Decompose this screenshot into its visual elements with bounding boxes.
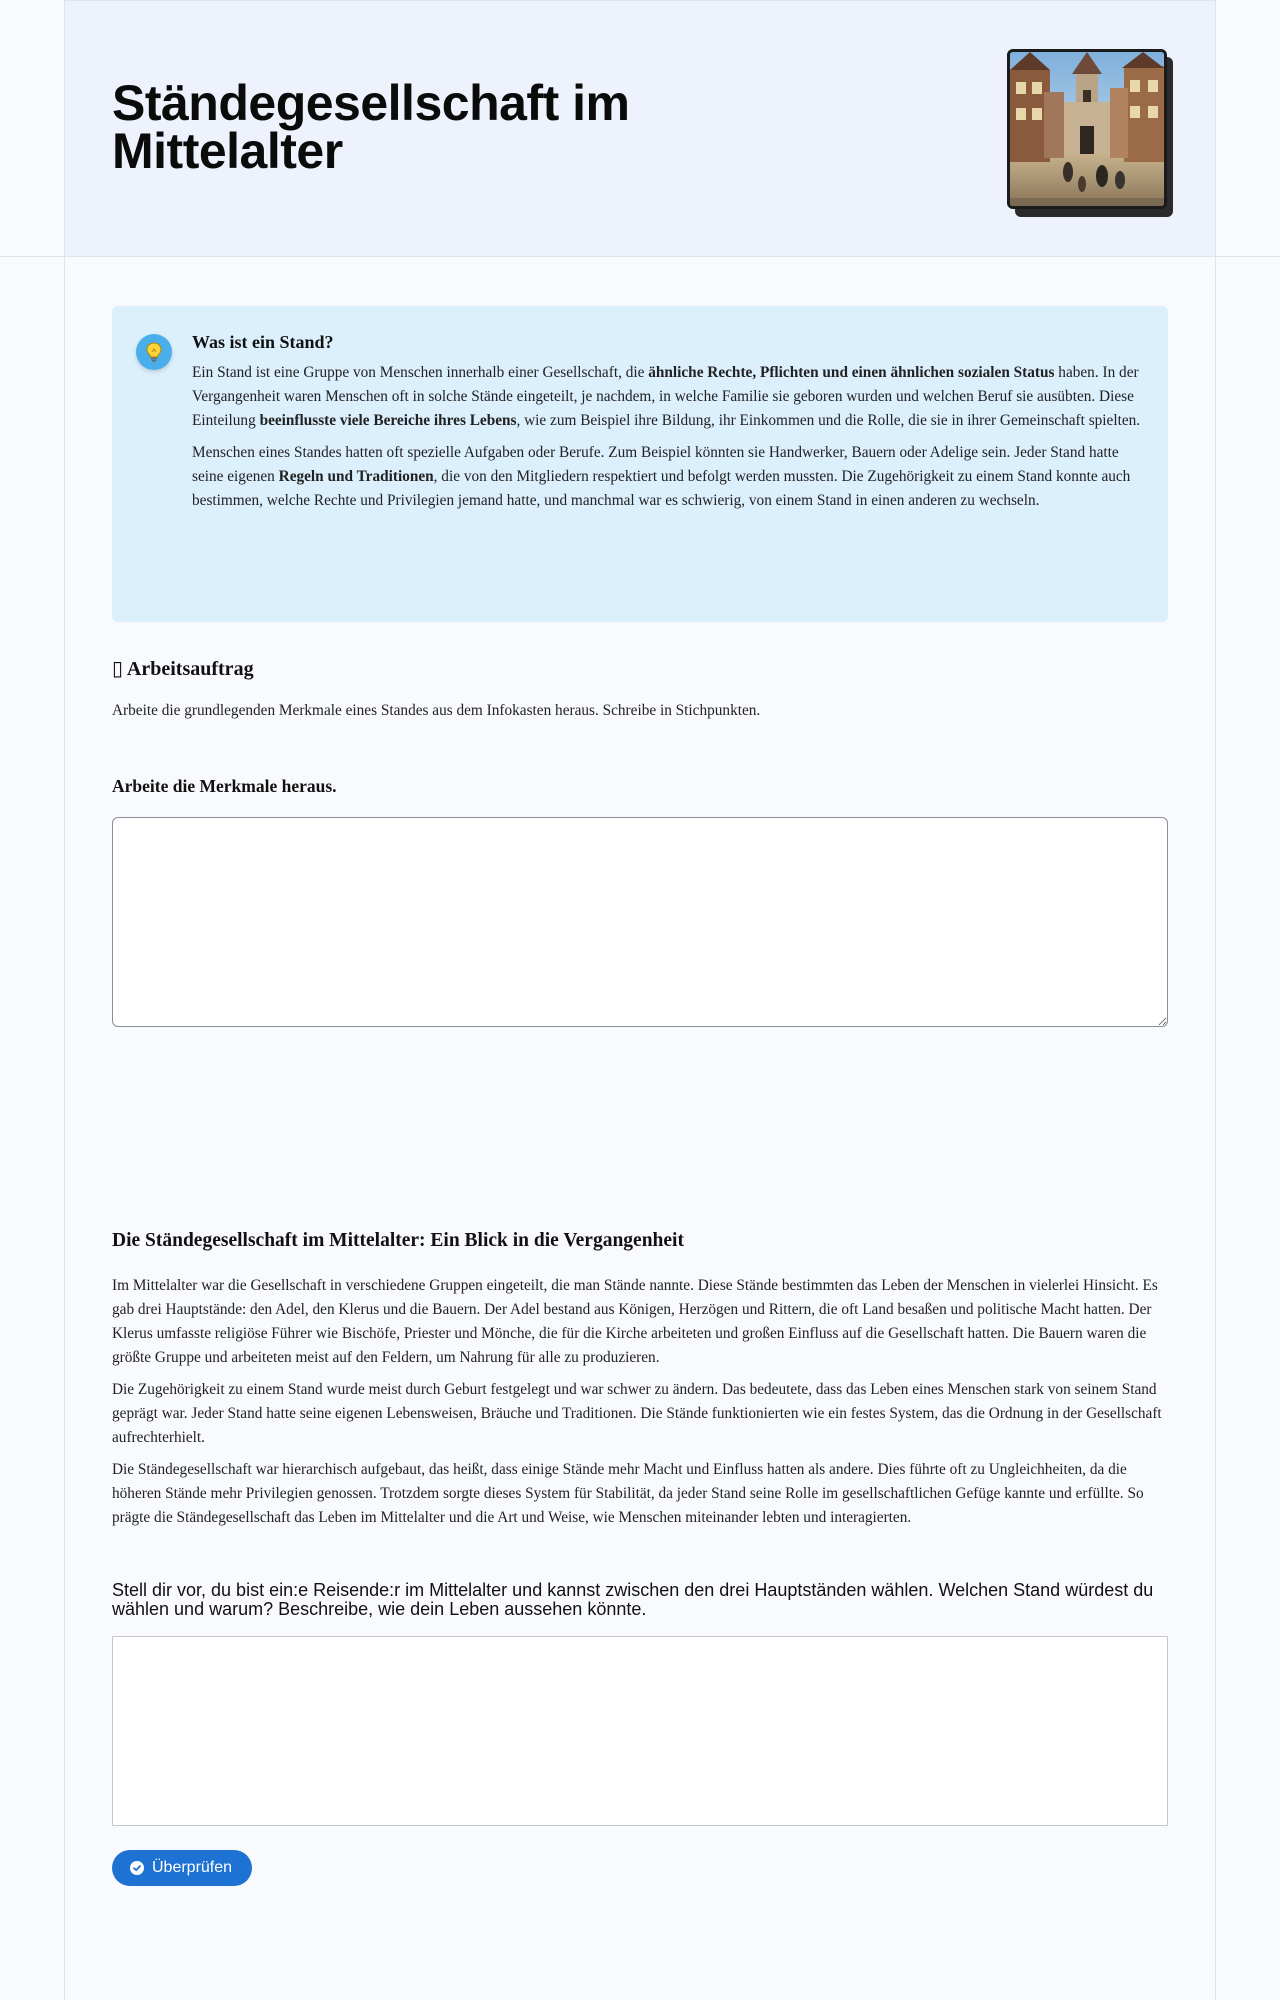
info-body [192,332,1142,521]
right-guide-line [1215,0,1216,2000]
info-p1-bold-b: ähnliche Rechte, Pflichten und einen ähnlichen sozialen Status [648,364,1055,381]
info-paragraph-2 [192,441,1142,513]
check-button-label: Überprüfen [152,1859,233,1876]
info-paragraph-1 [192,361,1142,433]
question-1-label: Arbeite die Merkmale heraus. [112,776,337,796]
info-p1-bold-d: beeinflusste viele Bereiche ihres Lebens [259,412,517,429]
answer-2-textarea[interactable] [112,1636,1168,1826]
question-2-label: Stell dir vor, du bist ein:e Reisende:r im Mittelalter und kannst zwischen den drei Hauptständen wählen. Welchen Stand würdest du wählen und warum? Beschreibe, wie dein Leben aussehen könnte. [112,1580,1154,1619]
section-2-body [112,1274,1168,1538]
hero-image-frame [1007,49,1173,219]
medieval-town-illustration-icon [1010,52,1164,206]
section-2-title: Die Ständegesellschaft im Mittelalter: Ein Blick in die Vergangenheit [112,1230,684,1251]
section-2-paragraph-1: Im Mittelalter war die Gesellschaft in verschiedene Gruppen eingeteilt, die man Stände nannte. Diese Stände bestimmten das Leben der Menschen in vielerlei Hinsicht. Es gab drei Hauptstände: den Adel, den Klerus und die Bauern. Der Adel bestand aus Königen, Herzögen und Rittern, die oft Land besaßen und politische Macht hatten. Der Klerus umfasste religiöse Führer wie Bischöfe, Priester und Mönche, die für die Kirche arbeiteten und großen Einfluss auf die Gesellschaft hatten. Die Bauern waren die größte Gruppe und arbeiteten meist auf den Feldern, um Nahrung für alle zu produzieren. [112,1277,1158,1366]
task-icon: ▯ [112,658,124,680]
info-box [112,306,1168,622]
page-title: Ständegesellschaft im Mittelalter [112,75,630,179]
task-title [112,656,254,681]
info-p2-bold-b: Regeln und Traditionen [278,468,434,485]
info-p2-text-a: Menschen eines Standes hatten oft spezielle Aufgaben oder Berufe. Zum Beispiel könnten sie Handwerker, Bauern oder Adelige sein. Jeder Stand hatte seine eigenen [192,444,1119,485]
left-guide-line [64,0,65,2000]
check-circle-icon [130,1861,144,1875]
answer-1-textarea[interactable] [112,817,1168,1027]
lightbulb-icon [136,334,172,370]
check-mark-icon [132,1863,142,1873]
info-p1-text-e: , wie zum Beispiel ihre Bildung, ihr Einkommen und die Rolle, die sie in ihrer Gemeinschaft spielten. [516,412,1141,429]
info-p2-text-c: , die von den Mitgliedern respektiert und befolgt werden mussten. Die Zugehörigkeit zu einem Stand konnte auch bestimmen, welche Rechte und Privilegien jemand hatte, und manchmal war es schwierig, von einem Stand in einen anderen zu wechseln. [192,468,1131,509]
medieval-town-image [1007,49,1167,209]
task-instruction: Arbeite die grundlegenden Merkmale eines Standes aus dem Infokasten heraus. Schreibe in Stichpunkten. [112,702,761,719]
page-header [65,0,1215,256]
info-title: Was ist ein Stand? [192,332,334,352]
task-title-text: Arbeitsauftrag [126,658,254,680]
lightbulb-glyph-icon [144,341,164,363]
check-button[interactable] [112,1850,252,1886]
section-2-paragraph-3: Die Ständegesellschaft war hierarchisch aufgebaut, das heißt, dass einige Stände mehr Macht und Einfluss hatten als andere. Dies führte oft zu Ungleichheiten, da die höheren Stände mehr Privilegien genossen. Trotzdem sorgte dieses System für Stabilität, da jeder Stand seine Rolle im gesellschaftlichen Gefüge kannte und erfüllte. So prägte die Ständegesellschaft das Leben im Mittelalter und die Art und Weise, wie Menschen miteinander lebten und interagierten. [112,1461,1144,1526]
info-p1-text-c: haben. In der Vergangenheit waren Menschen oft in solche Stände eingeteilt, je nachdem, in welche Familie sie geboren wurden und welchen Beruf sie ausübten. Diese Einteilung [192,364,1139,429]
info-p1-text-a: Ein Stand ist eine Gruppe von Menschen innerhalb einer Gesellschaft, die [192,364,649,381]
section-2-paragraph-2: Die Zugehörigkeit zu einem Stand wurde meist durch Geburt festgelegt und war schwer zu ändern. Das bedeutete, dass das Leben eines Menschen stark von seinem Stand geprägt war. Jeder Stand hatte seine eigenen Lebensweisen, Bräuche und Traditionen. Die Stände funktionierten wie ein festes System, das die Ordnung in der Gesellschaft aufrechterhielt. [112,1381,1162,1446]
header-divider [0,256,1280,257]
